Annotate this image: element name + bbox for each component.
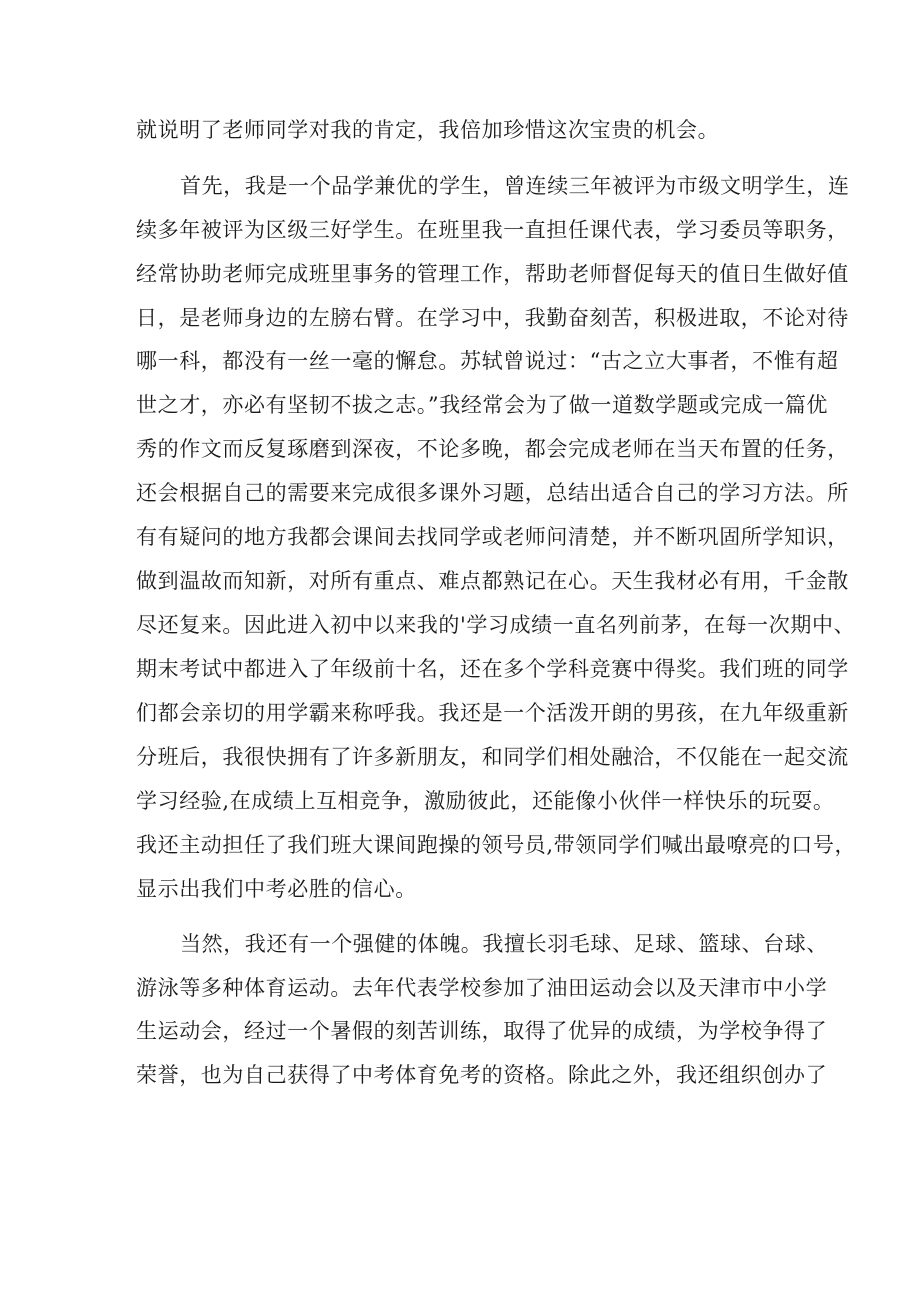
text-line: 日，是老师身边的左膀右臂。在学习中，我勤奋刻苦，积极进取，不论对待 (136, 306, 849, 330)
text-line: 秀的作文而反复琢磨到深夜，不论多晚，都会完成老师在当天布置的任务， (136, 437, 849, 461)
text-line: 学习经验,在成绩上互相竞争，激励彼此，还能像小伙伴一样快乐的玩耍。 (136, 789, 835, 813)
paragraph-first-line: 首先，我是一个品学兼优的学生，曾连续三年被评为市级文明学生，连 (180, 174, 850, 198)
text-line: 们都会亲切的用学霸来称呼我。我还是一个活泼开朗的男孩，在九年级重新 (136, 701, 849, 725)
text-line: 我还主动担任了我们班大课间跑操的领号员,带领同学们喊出最嘹亮的口号， (136, 833, 857, 857)
paragraph-first-line: 当然，我还有一个强健的体魄。我擅长羽毛球、足球、篮球、台球、 (180, 932, 828, 956)
text-line: 荣誉，也为自己获得了中考体育免考的资格。除此之外，我还组织创办了 (136, 1063, 828, 1087)
text-line: 世之才，亦必有坚韧不拔之志。”我经常会为了做一道数学题或完成一篇优 (136, 393, 829, 417)
text-line: 经常协助老师完成班里事务的管理工作，帮助老师督促每天的值日生做好值 (136, 262, 849, 286)
text-line: 有有疑问的地方我都会课间去找同学或老师问清楚，并不断巩固所学知识， (136, 525, 849, 549)
text-line: 做到温故而知新，对所有重点、难点都熟记在心。天生我材必有用，千金散 (136, 569, 849, 593)
text-line: 尽还复来。因此进入初中以来我的'学习成绩一直名列前茅，在每一次期中、 (136, 613, 856, 637)
text-line: 显示出我们中考必胜的信心。 (136, 877, 417, 901)
text-line: 还会根据自己的需要来完成很多课外习题，总结出适合自己的学习方法。所 (136, 481, 849, 505)
text-line: 分班后，我很快拥有了许多新朋友，和同学们相处融洽，不仅能在一起交流 (136, 745, 849, 769)
text-line: 哪一科，都没有一丝一毫的懈怠。苏轼曾说过：“古之立大事者，不惟有超 (136, 349, 839, 373)
text-line: 生运动会，经过一个暑假的刻苦训练，取得了优异的成绩，为学校争得了 (136, 1019, 828, 1043)
text-line: 就说明了老师同学对我的肯定，我倍加珍惜这次宝贵的机会。 (136, 118, 720, 142)
text-line: 期末考试中都进入了年级前十名，还在多个学科竞赛中得奖。我们班的同学 (136, 657, 849, 681)
text-line: 游泳等多种体育运动。去年代表学校参加了油田运动会以及天津市中小学 (136, 976, 828, 1000)
text-line: 续多年被评为区级三好学生。在班里我一直担任课代表，学习委员等职务， (136, 218, 849, 242)
